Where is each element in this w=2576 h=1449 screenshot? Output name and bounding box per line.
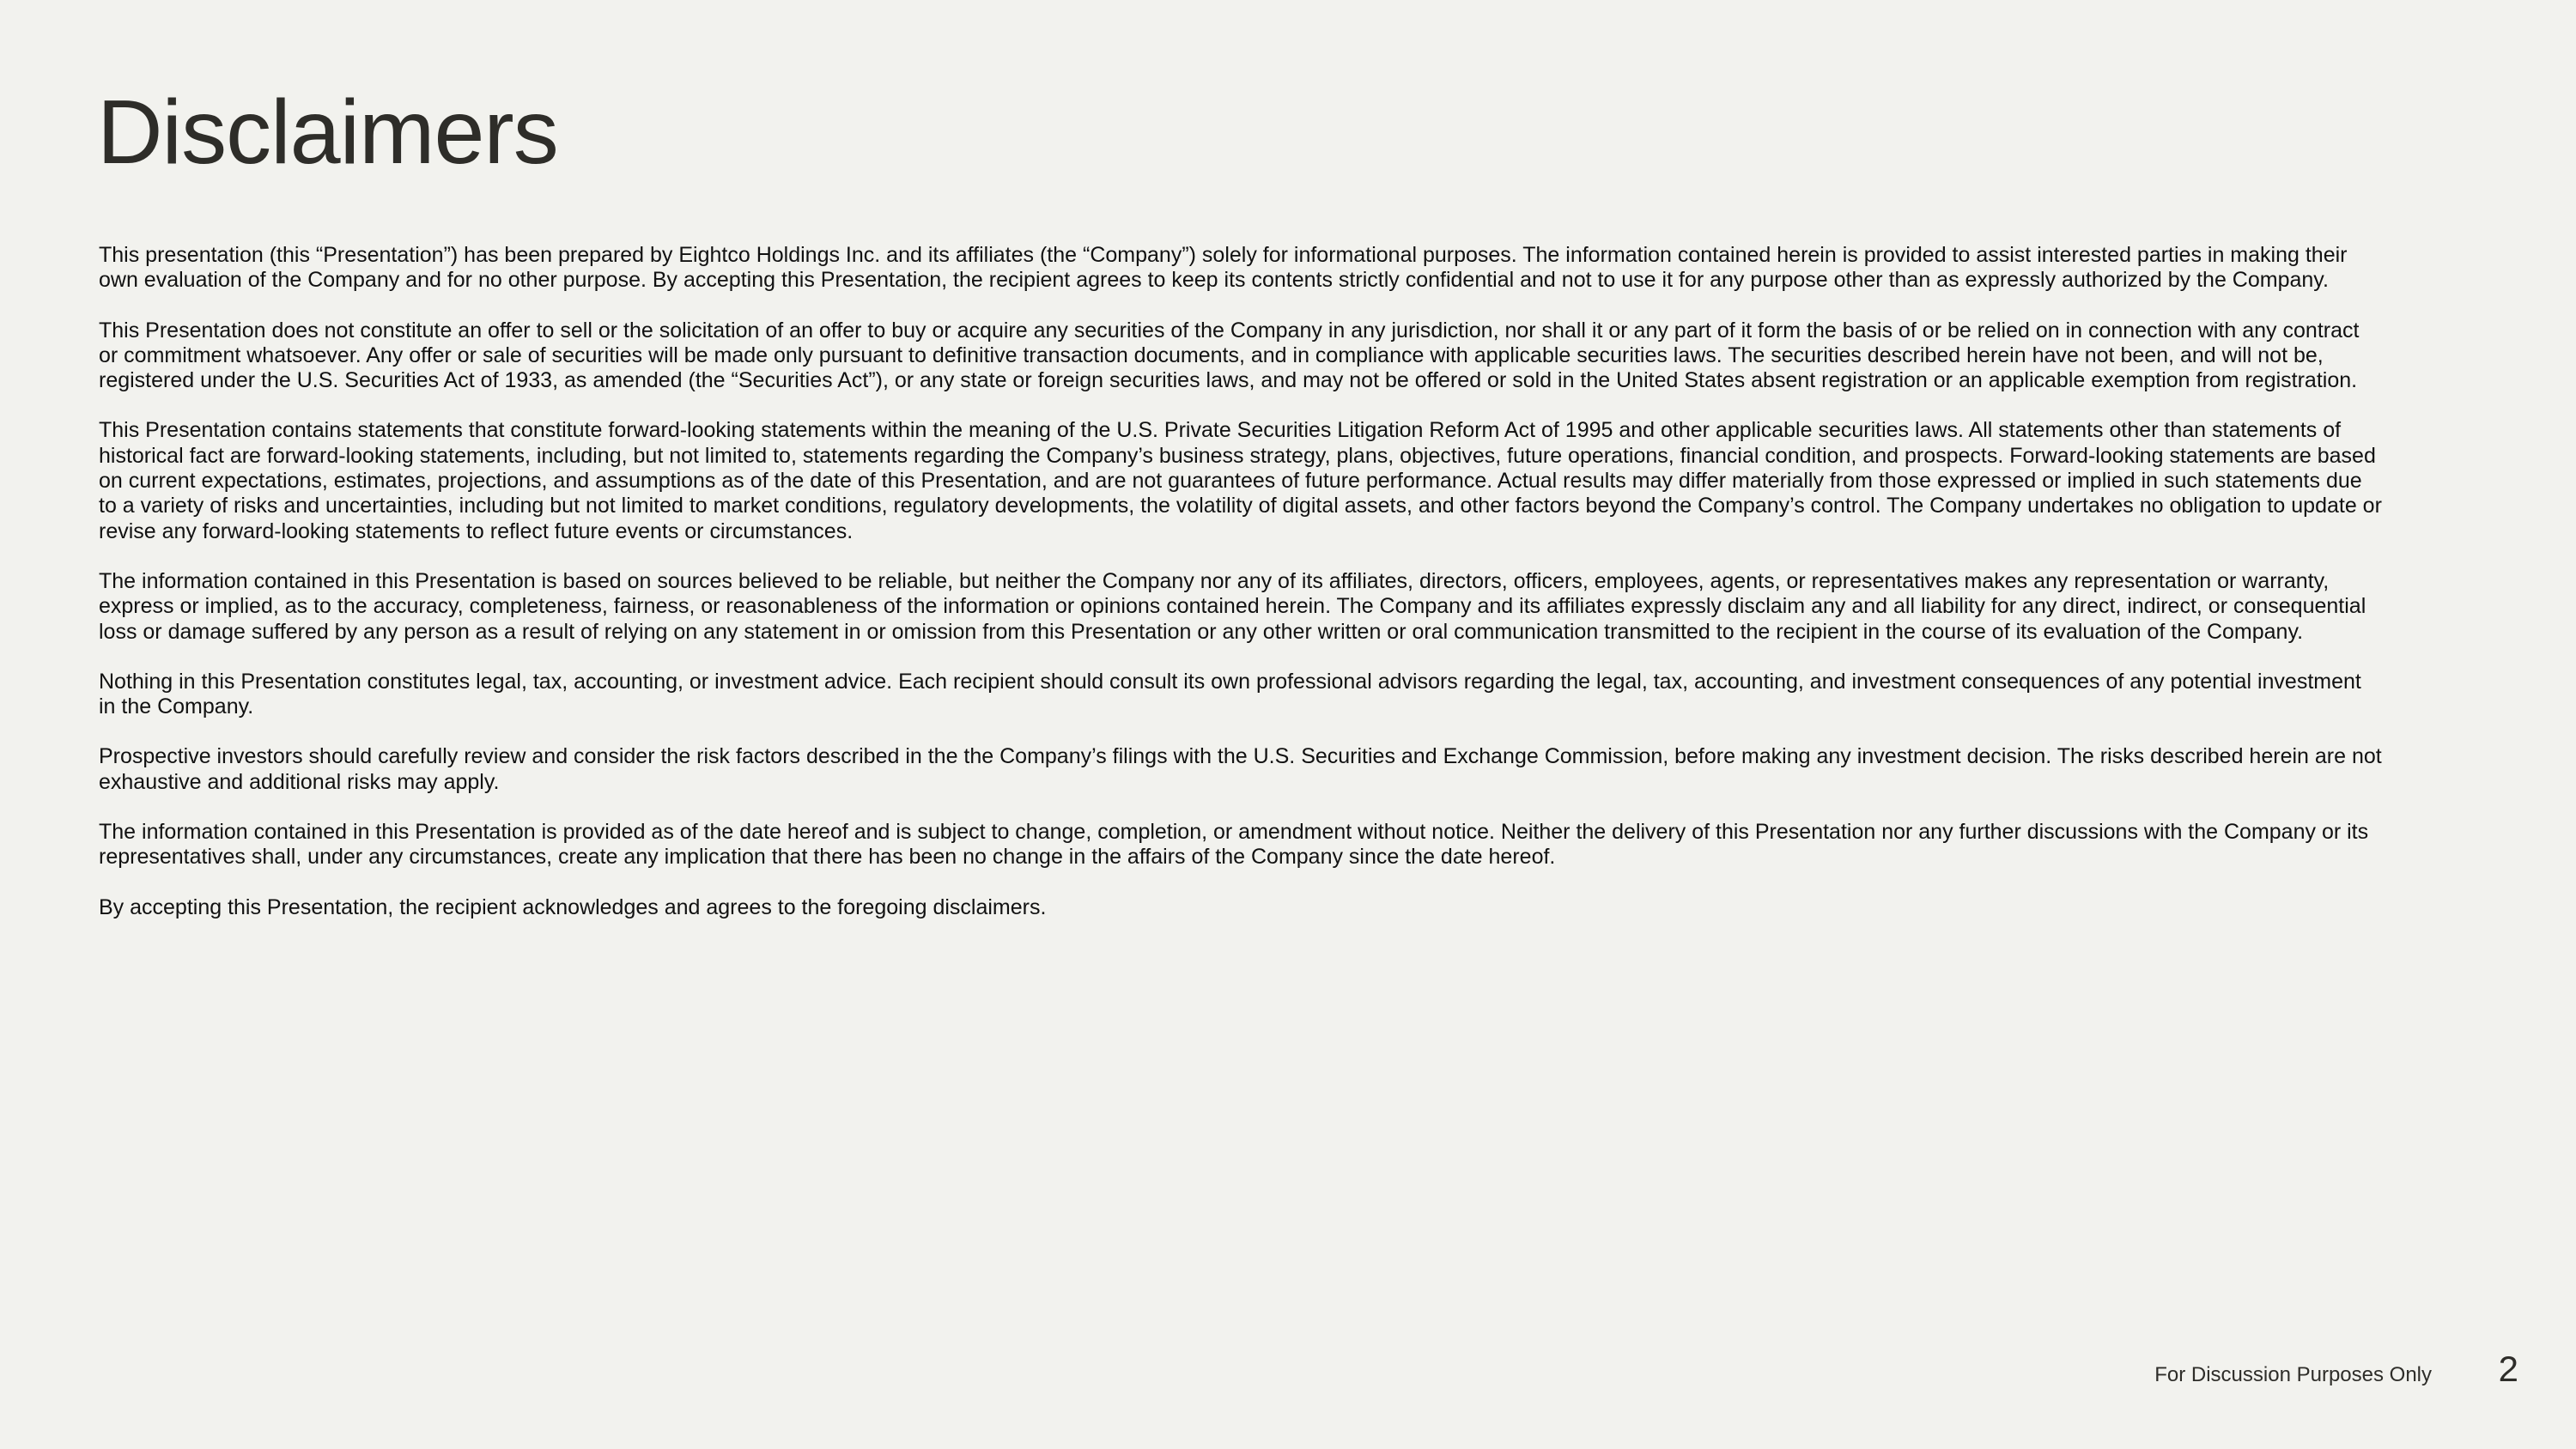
disclaimer-body <box>99 243 2383 945</box>
disclaimer-paragraph-risk-factors: Prospective investors should carefully review and consider the risk factors described in the the Company’s filings with the U.S. Securities and Exchange Commission, before making any investment decision. The risks described herein are not exhaustive and additional risks may apply. <box>99 744 2382 794</box>
disclaimer-paragraph-acknowledgement: By accepting this Presentation, the recipient acknowledges and agrees to the foregoing disclaimers. <box>99 894 1047 919</box>
disclaimer-paragraph-purpose: This presentation (this “Presentation”) has been prepared by Eightco Holdings Inc. and its affiliates (the “Company”) solely for informational purposes. The information contained herein is provided to assist interested parties in making their own evaluation of the Company and for no other purpose. By accepting this Presentation, the recipient agrees to keep its contents strictly confidential and not to use it for any purpose other than as expressly authorized by the Company. <box>99 243 2348 293</box>
disclaimer-paragraph-forward-looking: This Presentation contains statements that constitute forward-looking statements within the meaning of the U.S. Private Securities Litigation Reform Act of 1995 and other applicable securities laws. All statements other than statements of historical fact are forward-looking statements, including, but not limited to, statements regarding the Company’s business strategy, plans, objectives, future operations, financial condition, and prospects. Forward-looking statements are based on current expectations, estimates, projections, and assumptions as of the date of this Presentation, and are not guarantees of future performance. Actual results may differ materially from those expressed or implied in such statements due to a variety of risks and uncertainties, including but not limited to market conditions, regulatory developments, the volatility of digital assets, and other factors beyond the Company’s control. The Company undertakes no obligation to update or revise any forward-looking statements to reflect future events or circumstances. <box>99 418 2382 543</box>
disclaimer-paragraph-no-advice: Nothing in this Presentation constitutes legal, tax, accounting, or investment advice. Each recipient should consult its own professional advisors regarding the legal, tax, accounting, and investment consequences of any potential investment in the Company. <box>99 669 2361 719</box>
page-title: Disclaimers <box>97 82 558 183</box>
disclaimer-paragraph-no-offer: This Presentation does not constitute an offer to sell or the solicitation of an offer to buy or acquire any securities of the Company in any jurisdiction, nor shall it or any part of it form the basis of or be relied on in connection with any contract or commitment whatsoever. Any offer or sale of securities will be made only pursuant to definitive transaction documents, and in compliance with applicable securities laws. The securities described herein have not been, and will not be, registered under the U.S. Securities Act of 1933, as amended (the “Securities Act”), or any state or foreign securities laws, and may not be offered or sold in the United States absent registration or an applicable exemption from registration. <box>99 318 2360 393</box>
disclaimer-paragraph-no-warranty: The information contained in this Presentation is based on sources believed to be reliable, but neither the Company nor any of its affiliates, directors, officers, employees, agents, or representatives makes any representation or warranty, express or implied, as to the accuracy, completeness, fairness, or reasonableness of the information or opinions contained herein. The Company and its affiliates expressly disclaim any and all liability for any direct, indirect, or consequential loss or damage suffered by any person as a result of relying on any statement in or omission from this Presentation or any other written or oral communication transmitted to the recipient in the course of its evaluation of the Company. <box>99 568 2366 644</box>
page-number: 2 <box>2498 1349 2518 1389</box>
footer-note: For Discussion Purposes Only <box>2154 1363 2432 1386</box>
disclaimer-paragraph-as-of-date: The information contained in this Presentation is provided as of the date hereof and is subject to change, completion, or amendment without notice. Neither the delivery of this Presentation nor any further discussions with the Company or its representatives shall, under any circumstances, create any implication that there has been no change in the affairs of the Company since the date hereof. <box>99 820 2369 870</box>
